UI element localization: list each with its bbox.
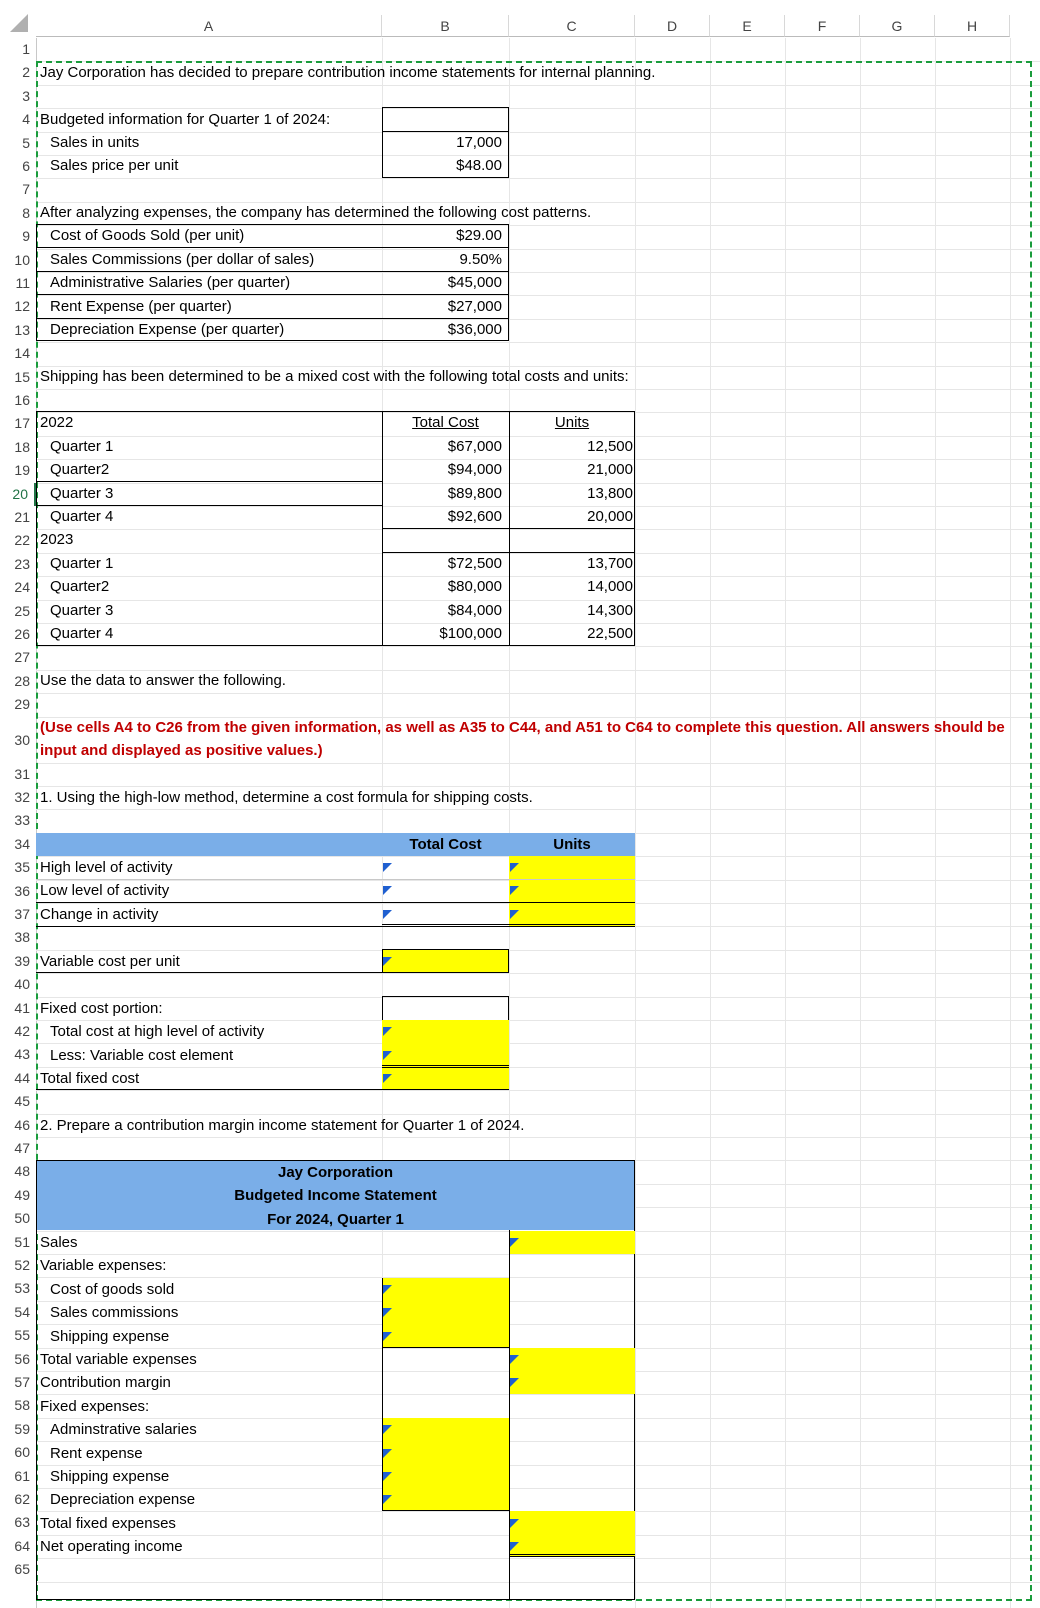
q2-depr-label: Depreciation expense <box>50 1491 196 1508</box>
q2-total-fixed-noi-input[interactable] <box>509 1511 635 1557</box>
row-header[interactable]: 8 <box>22 205 30 221</box>
cost-item-label: Administrative Salaries (per quarter) <box>50 274 291 291</box>
row-header[interactable]: 19 <box>14 462 30 478</box>
column-header-c[interactable]: C <box>509 15 635 37</box>
row-header[interactable]: 64 <box>14 1538 30 1554</box>
q1-change-label: Change in activity <box>40 906 159 923</box>
row-header[interactable]: 51 <box>14 1234 30 1250</box>
q1-total-high-label: Total cost at high level of activity <box>50 1023 265 1040</box>
row-header[interactable]: 41 <box>14 1000 30 1016</box>
cost-item-value[interactable]: 9.50% <box>459 251 502 268</box>
sales-price-label: Sales price per unit <box>50 157 179 174</box>
q2-cm-label: Contribution margin <box>40 1374 171 1391</box>
shipping-col-units: Units <box>554 414 590 431</box>
quarter-units[interactable]: 14,300 <box>587 602 633 619</box>
quarter-cost[interactable]: $67,000 <box>447 438 502 455</box>
quarter-units[interactable]: 13,700 <box>587 555 633 572</box>
q1-vcpu-label: Variable cost per unit <box>40 953 180 970</box>
sales-units-value[interactable]: 17,000 <box>456 134 502 151</box>
quarter-label: Quarter 1 <box>50 555 114 572</box>
q2-title: 2. Prepare a contribution margin income statement for Quarter 1 of 2024. <box>40 1117 525 1134</box>
row-header[interactable]: 48 <box>14 1163 30 1179</box>
row-header[interactable]: 44 <box>14 1070 30 1086</box>
quarter-label: Quarter 4 <box>50 625 114 642</box>
quarter-label: Quarter2 <box>50 578 110 595</box>
quarter-cost[interactable]: $89,800 <box>447 485 502 502</box>
q1-fixed-input-area[interactable] <box>382 1020 509 1090</box>
row-header[interactable]: 52 <box>14 1257 30 1273</box>
row-header[interactable]: 53 <box>14 1280 30 1296</box>
column-header-f[interactable]: F <box>785 15 860 37</box>
q2-variable-input-area[interactable] <box>382 1278 509 1348</box>
quarter-cost[interactable]: $80,000 <box>447 578 502 595</box>
error-flag-icon[interactable] <box>383 1449 392 1458</box>
error-flag-icon[interactable] <box>510 910 519 919</box>
q2-total-var-label: Total variable expenses <box>40 1351 197 1368</box>
row-header[interactable]: 55 <box>14 1327 30 1343</box>
error-flag-icon[interactable] <box>383 863 392 872</box>
row-header[interactable]: 61 <box>14 1468 30 1484</box>
row-header[interactable]: 26 <box>14 626 30 642</box>
q2-shipping-var-label: Shipping expense <box>50 1328 170 1345</box>
error-flag-icon[interactable] <box>510 886 519 895</box>
cost-item-label: Sales Commissions (per dollar of sales) <box>50 251 315 268</box>
quarter-cost[interactable]: $84,000 <box>447 602 502 619</box>
q2-total-fixed-label: Total fixed expenses <box>40 1515 176 1532</box>
row-header[interactable]: 10 <box>14 252 30 268</box>
error-flag-icon[interactable] <box>383 1332 392 1341</box>
quarter-cost[interactable]: $72,500 <box>447 555 502 572</box>
q2-sales-label: Sales <box>40 1234 78 1251</box>
cost-item-value[interactable]: $36,000 <box>447 321 502 338</box>
row-header[interactable]: 12 <box>14 298 30 314</box>
q1-total-fixed-label: Total fixed cost <box>40 1070 140 1087</box>
quarter-units[interactable]: 21,000 <box>587 461 633 478</box>
cost-item-label: Depreciation Expense (per quarter) <box>50 321 285 338</box>
quarter-cost[interactable]: $94,000 <box>447 461 502 478</box>
q1-title: 1. Using the high-low method, determine a cost formula for shipping costs. <box>40 789 533 806</box>
row-header[interactable]: 35 <box>14 859 30 875</box>
q2-shipping-fixed-label: Shipping expense <box>50 1468 170 1485</box>
row-header[interactable]: 39 <box>14 953 30 969</box>
row-gridline <box>36 85 1040 86</box>
q2-commissions-label: Sales commissions <box>50 1304 179 1321</box>
row-header[interactable]: 50 <box>14 1210 30 1226</box>
row-header[interactable]: 20 <box>0 483 36 506</box>
row-header[interactable]: 54 <box>14 1304 30 1320</box>
row-header[interactable]: 4 <box>22 111 30 127</box>
row-header[interactable]: 18 <box>14 439 30 455</box>
column-header-h[interactable]: H <box>935 15 1010 37</box>
error-flag-icon[interactable] <box>510 1355 519 1364</box>
q2-cogs-label: Cost of goods sold <box>50 1281 175 1298</box>
row-header[interactable]: 29 <box>14 696 30 712</box>
q2-company: Jay Corporation <box>277 1164 394 1181</box>
q2-var-exp-label: Variable expenses: <box>40 1257 167 1274</box>
row-header[interactable]: 45 <box>14 1093 30 1109</box>
row-header[interactable]: 7 <box>22 181 30 197</box>
row-gridline <box>36 132 1040 133</box>
select-all-corner[interactable] <box>0 0 36 38</box>
quarter-units[interactable]: 22,500 <box>587 625 633 642</box>
row-gridline <box>36 342 1040 343</box>
q2-fixed-exp-label: Fixed expenses: <box>40 1398 150 1415</box>
row-header[interactable]: 5 <box>22 135 30 151</box>
error-flag-icon[interactable] <box>383 886 392 895</box>
error-flag-icon[interactable] <box>383 1495 392 1504</box>
error-flag-icon[interactable] <box>510 1378 519 1387</box>
column-header-e[interactable]: E <box>710 15 785 37</box>
error-flag-icon[interactable] <box>383 910 392 919</box>
row-header[interactable]: 42 <box>14 1023 30 1039</box>
q2-noi-label: Net operating income <box>40 1538 183 1555</box>
error-flag-icon[interactable] <box>510 1238 519 1247</box>
error-flag-icon[interactable] <box>383 1285 392 1294</box>
row-header[interactable]: 27 <box>14 649 30 665</box>
row-gridline <box>36 1090 1040 1091</box>
shipping-title: Shipping has been determined to be a mixed cost with the following total costs and units: <box>40 368 629 385</box>
quarter-units[interactable]: 20,000 <box>587 508 633 525</box>
error-flag-icon[interactable] <box>510 1519 519 1528</box>
row-header[interactable]: 33 <box>14 812 30 828</box>
year-2022: 2022 <box>40 414 74 431</box>
row-header[interactable]: 38 <box>14 929 30 945</box>
row-header[interactable]: 22 <box>14 532 30 548</box>
q2-fixed-input-area[interactable] <box>382 1418 509 1511</box>
row-header[interactable]: 43 <box>14 1046 30 1062</box>
cost-item-label: Cost of Goods Sold (per unit) <box>50 227 245 244</box>
quarter-units[interactable]: 14,000 <box>587 578 633 595</box>
row-header[interactable]: 11 <box>15 275 30 291</box>
instruction-line-2: input and displayed as positive values.) <box>40 742 323 759</box>
row-header[interactable]: 32 <box>14 789 30 805</box>
row-header[interactable]: 36 <box>14 883 30 899</box>
q2-rent-label: Rent expense <box>50 1445 143 1462</box>
q2-statement: Budgeted Income Statement <box>234 1187 437 1204</box>
sales-units-label: Sales in units <box>50 134 140 151</box>
quarter-units[interactable]: 13,800 <box>587 485 633 502</box>
error-flag-icon[interactable] <box>383 1074 392 1083</box>
instruction-line-1: (Use cells A4 to C26 from the given information, as well as A35 to C44, and A51 to C64 to complete this question. All answers should be <box>40 719 1005 736</box>
row-header[interactable]: 2 <box>22 64 30 80</box>
row-header[interactable]: 17 <box>14 415 30 431</box>
row-header[interactable]: 47 <box>14 1140 30 1156</box>
quarter-units[interactable]: 12,500 <box>587 438 633 455</box>
quarter-label: Quarter 3 <box>50 485 114 502</box>
row-header[interactable]: 25 <box>14 603 30 619</box>
row-gridline <box>36 693 1040 694</box>
q2-admin-label: Adminstrative salaries <box>50 1421 197 1438</box>
row-header[interactable]: 46 <box>14 1117 30 1133</box>
error-flag-icon[interactable] <box>383 1027 392 1036</box>
cost-item-label: Rent Expense (per quarter) <box>50 298 232 315</box>
shipping-col-total: Total Cost <box>412 414 479 431</box>
q1-col-total: Total Cost <box>409 836 482 853</box>
error-flag-icon[interactable] <box>383 1051 392 1060</box>
error-flag-icon[interactable] <box>510 1542 519 1551</box>
quarter-label: Quarter2 <box>50 461 110 478</box>
row-gridline <box>36 178 1040 179</box>
row-header[interactable]: 63 <box>14 1514 30 1530</box>
row-header[interactable]: 28 <box>14 673 30 689</box>
budget-title: Budgeted information for Quarter 1 of 2024: <box>40 111 331 128</box>
quarter-cost[interactable]: $100,000 <box>439 625 502 642</box>
sales-price-value[interactable]: $48.00 <box>456 157 502 174</box>
row-header[interactable]: 16 <box>14 392 30 408</box>
quarter-label: Quarter 4 <box>50 508 114 525</box>
q2-total-var-cm-input[interactable] <box>509 1348 635 1394</box>
row-header[interactable]: 34 <box>14 836 30 852</box>
row-header[interactable]: 37 <box>14 906 30 922</box>
row-header[interactable]: 59 <box>14 1421 30 1437</box>
row-gridline <box>36 950 1040 951</box>
row-header[interactable]: 9 <box>22 228 30 244</box>
q1-low-label: Low level of activity <box>40 882 170 899</box>
row-header[interactable]: 62 <box>14 1491 30 1507</box>
row-header[interactable]: 23 <box>14 556 30 572</box>
row-header[interactable]: 14 <box>14 345 30 361</box>
row-header[interactable]: 30 <box>14 732 30 748</box>
row-gridline <box>36 646 1040 647</box>
q1-units-input-area[interactable] <box>509 856 635 926</box>
intro-text: Jay Corporation has decided to prepare contribution income statements for internal planning. <box>40 64 656 81</box>
column-header-g[interactable]: G <box>860 15 935 37</box>
error-flag-icon[interactable] <box>383 1425 392 1434</box>
row-header[interactable]: 3 <box>22 88 30 104</box>
row-header[interactable]: 31 <box>14 766 30 782</box>
q2-period: For 2024, Quarter 1 <box>267 1211 404 1228</box>
row-gridline <box>36 155 1040 156</box>
q1-fixed-title: Fixed cost portion: <box>40 1000 163 1017</box>
row-header[interactable]: 21 <box>14 509 30 525</box>
row-gridline <box>36 973 1040 974</box>
row-header[interactable]: 60 <box>14 1444 30 1460</box>
column-header-b[interactable]: B <box>382 15 509 37</box>
row-header[interactable]: 1 <box>22 41 30 57</box>
row-gridline <box>36 997 1040 998</box>
row-gridline <box>36 389 1040 390</box>
row-header[interactable]: 6 <box>22 158 30 174</box>
row-header[interactable]: 56 <box>14 1351 30 1367</box>
row-header[interactable]: 49 <box>14 1187 30 1203</box>
column-header-d[interactable]: D <box>635 15 710 37</box>
q1-high-label: High level of activity <box>40 859 173 876</box>
year-2023: 2023 <box>40 531 74 548</box>
row-gridline <box>36 763 1040 764</box>
column-header-a[interactable]: A <box>36 15 382 37</box>
row-header[interactable]: 24 <box>14 579 30 595</box>
cost-item-value[interactable]: $45,000 <box>447 274 502 291</box>
row-header[interactable]: 57 <box>14 1374 30 1390</box>
q2-sales-input[interactable] <box>509 1231 635 1254</box>
q1-less-var-label: Less: Variable cost element <box>50 1047 234 1064</box>
row-header[interactable]: 58 <box>14 1397 30 1413</box>
use-data-text: Use the data to answer the following. <box>40 672 286 689</box>
cost-item-value[interactable]: $29.00 <box>456 227 502 244</box>
q1-col-units: Units <box>553 836 591 853</box>
costs-title: After analyzing expenses, the company has determined the following cost patterns. <box>40 204 592 221</box>
quarter-label: Quarter 1 <box>50 438 114 455</box>
row-header[interactable]: 40 <box>14 976 30 992</box>
row-header[interactable]: 13 <box>14 322 30 338</box>
cost-item-value[interactable]: $27,000 <box>447 298 502 315</box>
error-flag-icon[interactable] <box>383 957 392 966</box>
row-header[interactable]: 65 <box>14 1561 30 1577</box>
quarter-cost[interactable]: $92,600 <box>447 508 502 525</box>
quarter-label: Quarter 3 <box>50 602 114 619</box>
error-flag-icon[interactable] <box>383 1472 392 1481</box>
error-flag-icon[interactable] <box>383 1308 392 1317</box>
row-header[interactable]: 15 <box>14 369 30 385</box>
error-flag-icon[interactable] <box>510 863 519 872</box>
select-all-icon <box>6 14 28 32</box>
